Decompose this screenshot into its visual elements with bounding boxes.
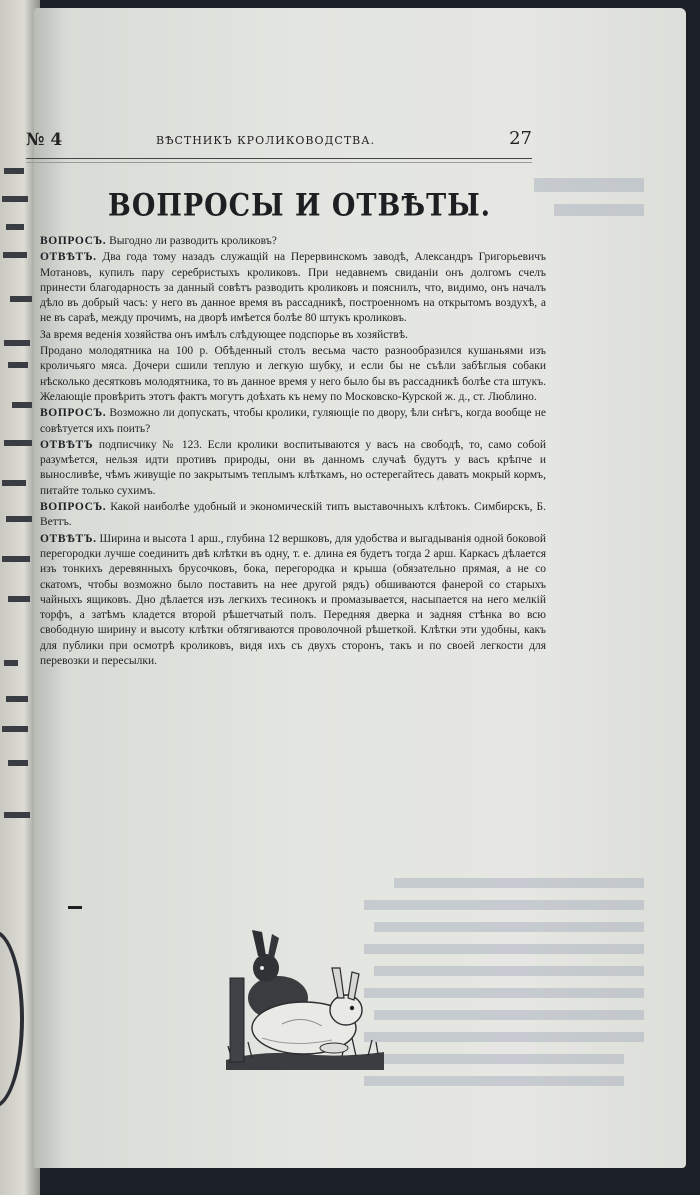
paragraph-text: Выгодно ли разводить кроликовъ? <box>106 235 277 247</box>
paragraph-label: ОТВѢТЪ. <box>40 251 97 264</box>
paragraph <box>40 344 546 405</box>
paragraph-text: Продано молодятника на 100 р. Обѣденный столъ весьма часто разнообразился кушаньями изъ кроличьяго мяса. Дочери сшили теплую и легкую шубку, и если бы не съѣли забѣглыя собаки нѣсколько десятковъ молодятника, то въ данное время у него было бы въ рассадникѣ болѣе ста штукъ. Желающіе провѣрить этотъ фактъ могутъ доѣхать къ нему по Московско-Курской ж. д., ст. Люблино. <box>40 345 546 403</box>
paragraph-label: ОТВѢТЪ <box>40 438 94 451</box>
article-body <box>40 234 546 670</box>
paragraph-text: Два года тому назадъ служащій на Перервинскомъ заводѣ, Александръ Григорьевичъ Мотановъ, купилъ пару серебристыхъ кроликовъ. При недавнемъ свиданіи онъ долгомъ счелъ принести благодарность за данный совѣтъ разводить кроликовъ и пояснилъ, что, видимо, онъ началъ дѣло въ добрый часъ: у него въ данное время въ рассадникѣ, построенномъ на открытомъ воздухѣ, а не въ сараѣ, между прочимъ, на дворѣ имѣется болѣе 80 штукъ кроликовъ. <box>40 251 546 325</box>
end-dash <box>68 906 82 909</box>
header-rule <box>26 158 532 159</box>
paragraph-text: подписчику № 123. Если кролики воспитываются у васъ на свободѣ, то, само собой разумѣется, нельзя идти противъ природы, они въ данномъ случаѣ будутъ у васъ крѣпче и выносливѣе, чѣмъ живущіе по закрытымъ теплымъ клѣткамъ, но остерегайтесь давать мокрый кормъ, питайте только сухимъ. <box>40 438 546 497</box>
paragraph-text: Ширина и высота 1 арш., глубина 12 вершковъ, для удобства и выгадыванія одной боковой перегородки лучше соединить двѣ клѣтки въ одну, т. е. длина ея будетъ тогда 2 арш. Каркасъ дѣлается изъ тонкихъ деревянныхъ брусочковъ, бока, перегородка и крыша (обязательно прямая, а не со скатомъ, чтобы возможно было поставить на нее другой рядъ) обшиваются фанерой со старыхъ чайныхъ ящиковъ. Дно дѣлается изъ легкихъ тесинокъ и промазывается, насыпается на него мелкій торфъ, а затѣмъ кладется второй рѣшетчатый полъ. Передняя дверка и задняя стѣнка во всю свободную ширину и высоту клѣтки обтягиваются проволочной рѣшеткой. Клѣтки эти удобны, какъ для публики при осмотрѣ кроликовъ, видя ихъ съ двухъ сторонъ, такъ и по своей легкости для перевозки и пересылки. <box>40 532 546 668</box>
paragraph <box>40 328 546 343</box>
paragraph <box>40 406 546 437</box>
paragraph-label: ВОПРОСЪ. <box>40 501 107 514</box>
paragraph-label: ВОПРОСЪ. <box>40 235 107 247</box>
paragraph-text: За время веденія хозяйства онъ имѣлъ слѣдующее подспорье въ хозяйствѣ. <box>40 328 408 341</box>
rabbits-illustration <box>222 928 388 1076</box>
paragraph <box>40 500 546 531</box>
journal-title: ВѢСТНИКЪ КРОЛИКОВОДСТВА. <box>156 134 376 147</box>
paragraph-label: ОТВѢТЪ. <box>40 532 97 545</box>
paragraph <box>40 532 546 670</box>
section-title: ВОПРОСЫ И ОТВѢТЫ. <box>108 188 492 224</box>
paragraph-text: Какой наиболѣе удобный и экономическій типъ выставочныхъ клѣтокъ. Симбирскъ, Б. Веттъ. <box>40 501 546 529</box>
paragraph <box>40 234 546 249</box>
paragraph-text: Возможно ли допускать, чтобы кролики, гуляющіе по двору, ѣли снѣгъ, когда вообще не совѣтуется ихъ поить? <box>40 407 546 435</box>
issue-number: № 4 <box>26 130 63 150</box>
paragraph-label: ВОПРОСЪ. <box>40 407 107 420</box>
page-header <box>26 126 532 154</box>
paragraph <box>40 438 546 499</box>
paragraph <box>40 250 546 326</box>
header-rule-thin <box>26 162 532 163</box>
page-number: 27 <box>509 128 532 149</box>
